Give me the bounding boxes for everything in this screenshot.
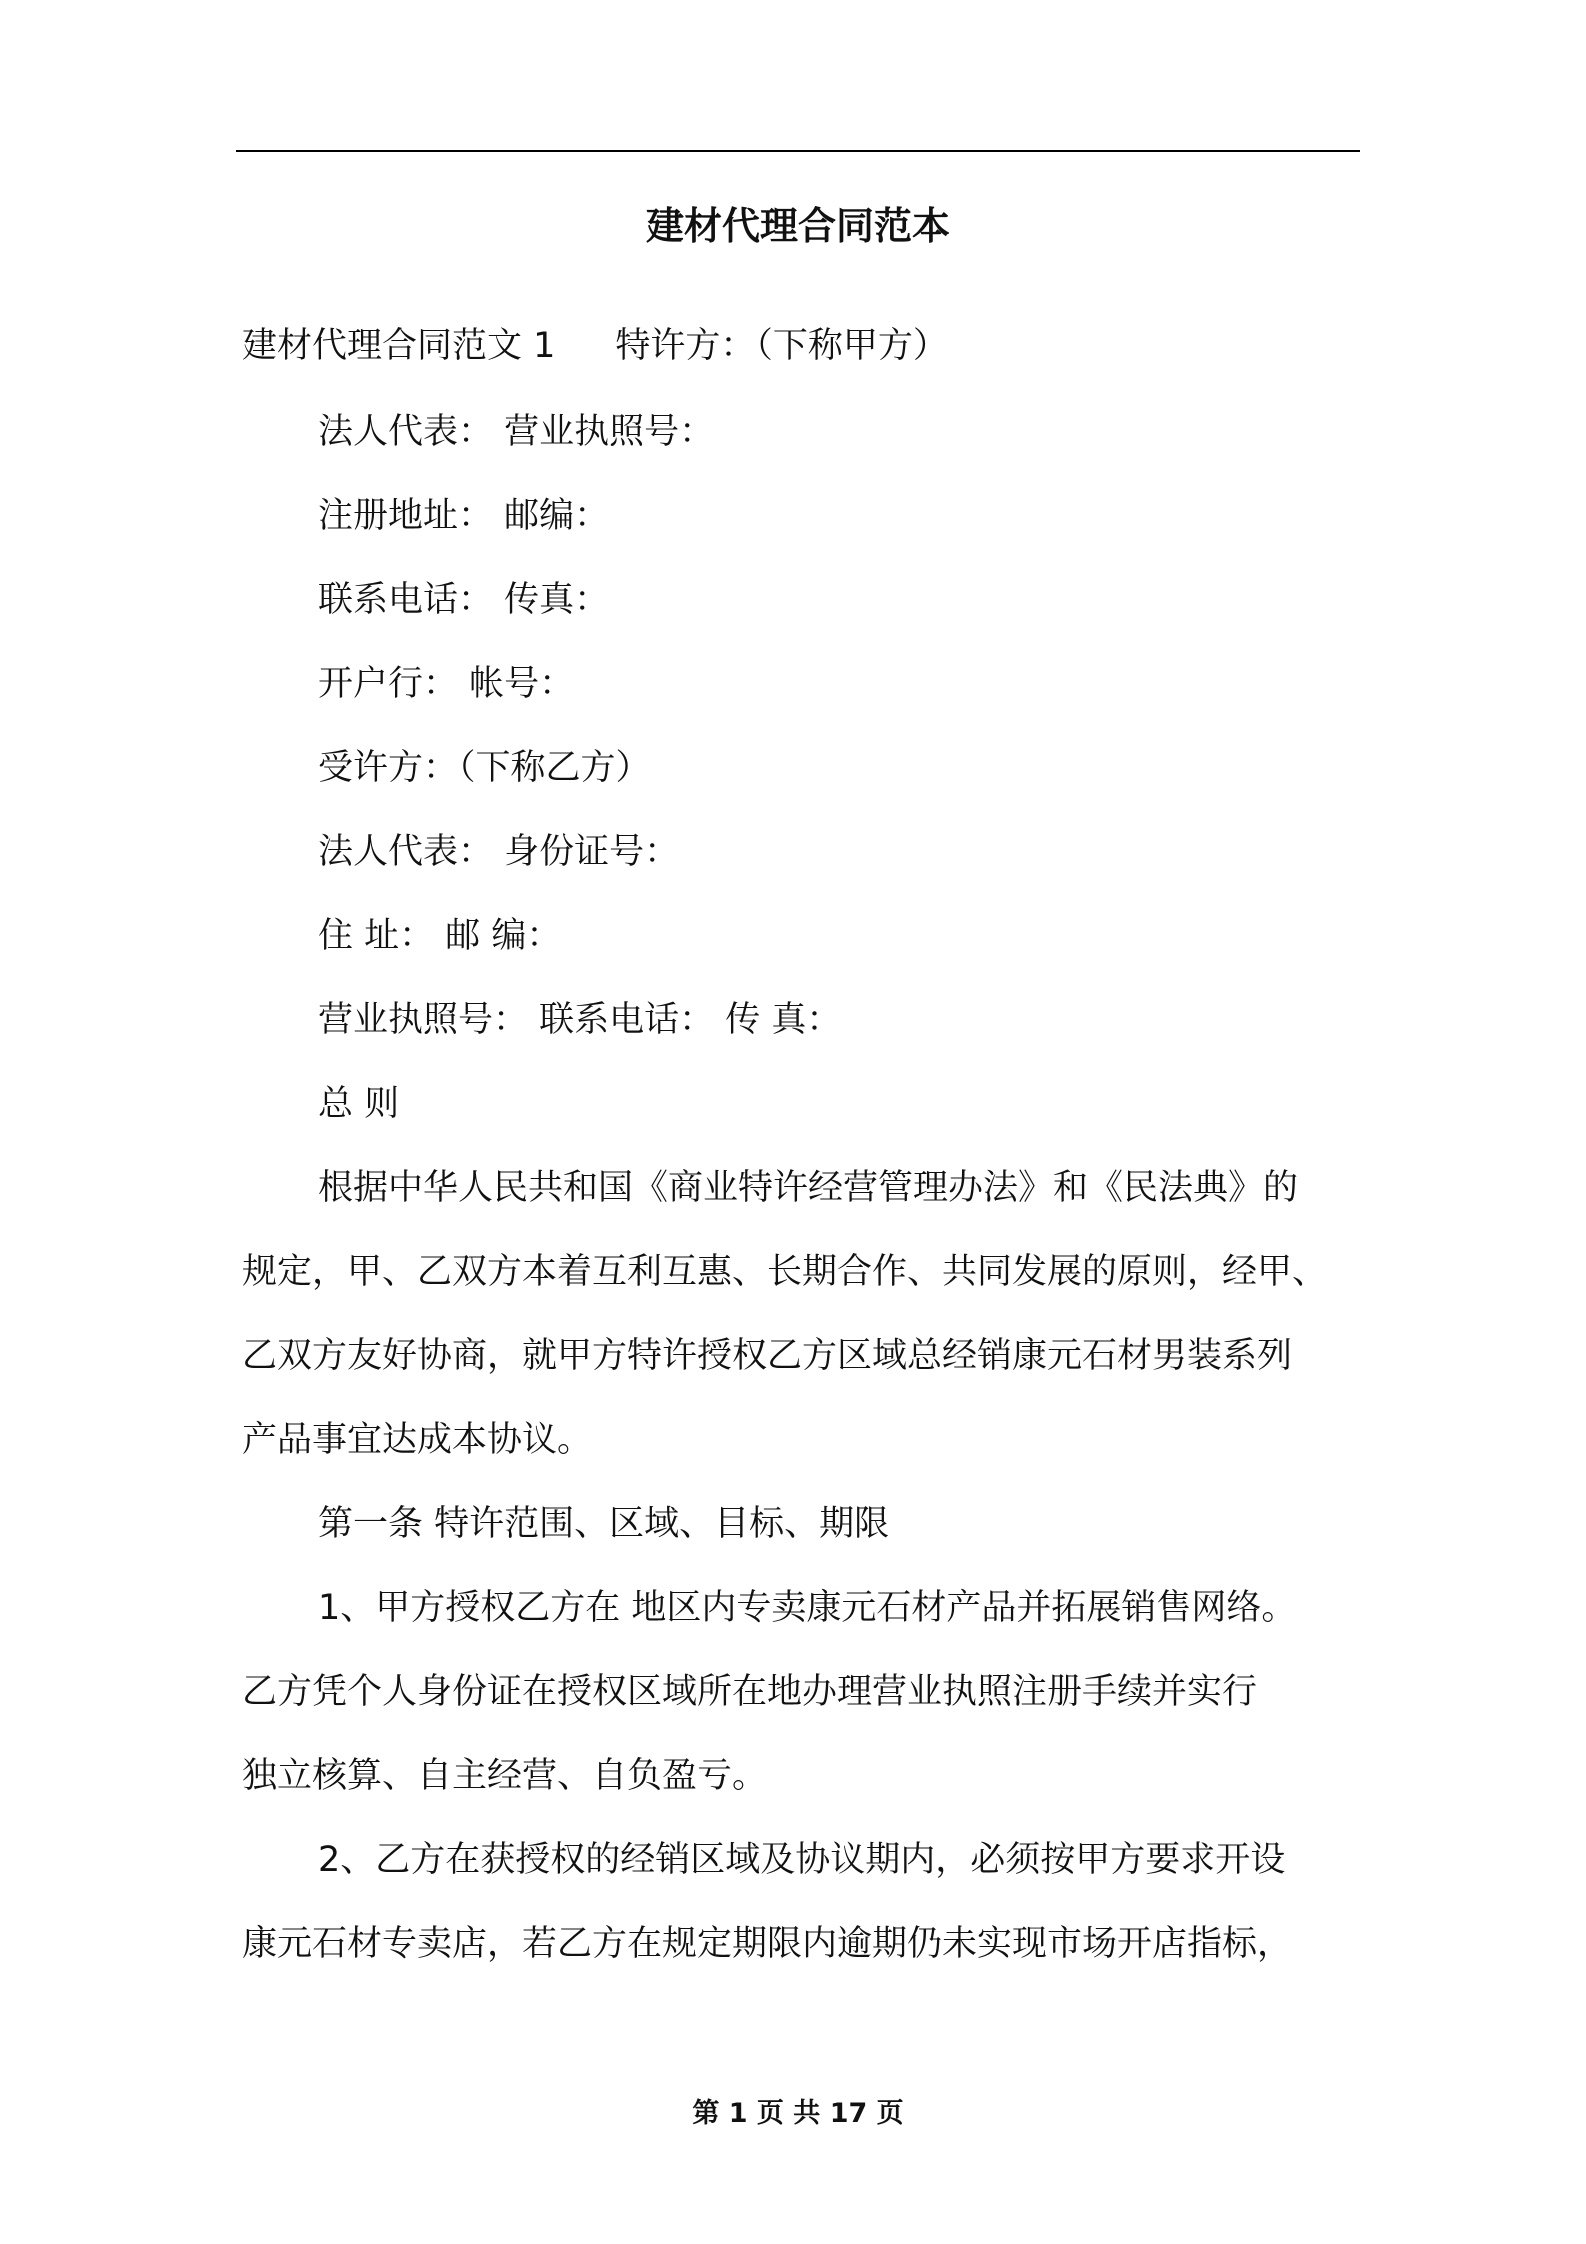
franchisor-label: 特许方：（下称甲方） [615, 326, 948, 366]
field-line: 营业执照号： 联系电话： 传 真： [318, 1000, 842, 1040]
paragraph-line: 1、甲方授权乙方在 地区内专卖康元石材产品并拓展销售网络。 [318, 1588, 1297, 1628]
field-line: 法人代表： 营业执照号： [318, 412, 715, 452]
paragraph-line: 康元石材专卖店，若乙方在规定期限内逾期仍未实现市场开店指标， [242, 1924, 1293, 1964]
header-rule [236, 150, 1360, 152]
paragraph-line: 产品事宜达成本协议。 [242, 1420, 593, 1460]
paragraph-line: 2、乙方在获授权的经销区域及协议期内，必须按甲方要求开设 [318, 1840, 1286, 1880]
page-footer: 第 1 页 共 17 页 [692, 2098, 904, 2129]
field-line: 受许方：（下称乙方） [318, 748, 651, 788]
document-title: 建材代理合同范本 [645, 204, 950, 248]
field-line: 注册地址： 邮编： [318, 496, 610, 536]
field-line: 联系电话： 传真： [318, 580, 610, 620]
section-heading: 总 则 [318, 1084, 400, 1124]
field-line: 住 址： 邮 编： [318, 916, 562, 956]
paragraph-line: 规定，甲、乙双方本着互利互惠、长期合作、共同发展的原则，经甲、 [242, 1252, 1328, 1292]
field-line: 开户行： 帐号： [318, 664, 575, 704]
field-line: 法人代表： 身份证号： [318, 832, 680, 872]
paragraph-line: 乙方凭个人身份证在授权区域所在地办理营业执照注册手续并实行 [242, 1672, 1258, 1712]
paragraph-line: 根据中华人民共和国《商业特许经营管理办法》和《民法典》的 [318, 1168, 1299, 1208]
subtitle-line [242, 318, 1362, 374]
contract-subtitle: 建材代理合同范文 1 [242, 326, 556, 366]
paragraph-line: 乙双方友好协商，就甲方特许授权乙方区域总经销康元石材男装系列 [242, 1336, 1293, 1376]
article-heading: 第一条 特许范围、区域、目标、期限 [318, 1504, 890, 1544]
paragraph-line: 独立核算、自主经营、自负盈亏。 [242, 1756, 768, 1796]
